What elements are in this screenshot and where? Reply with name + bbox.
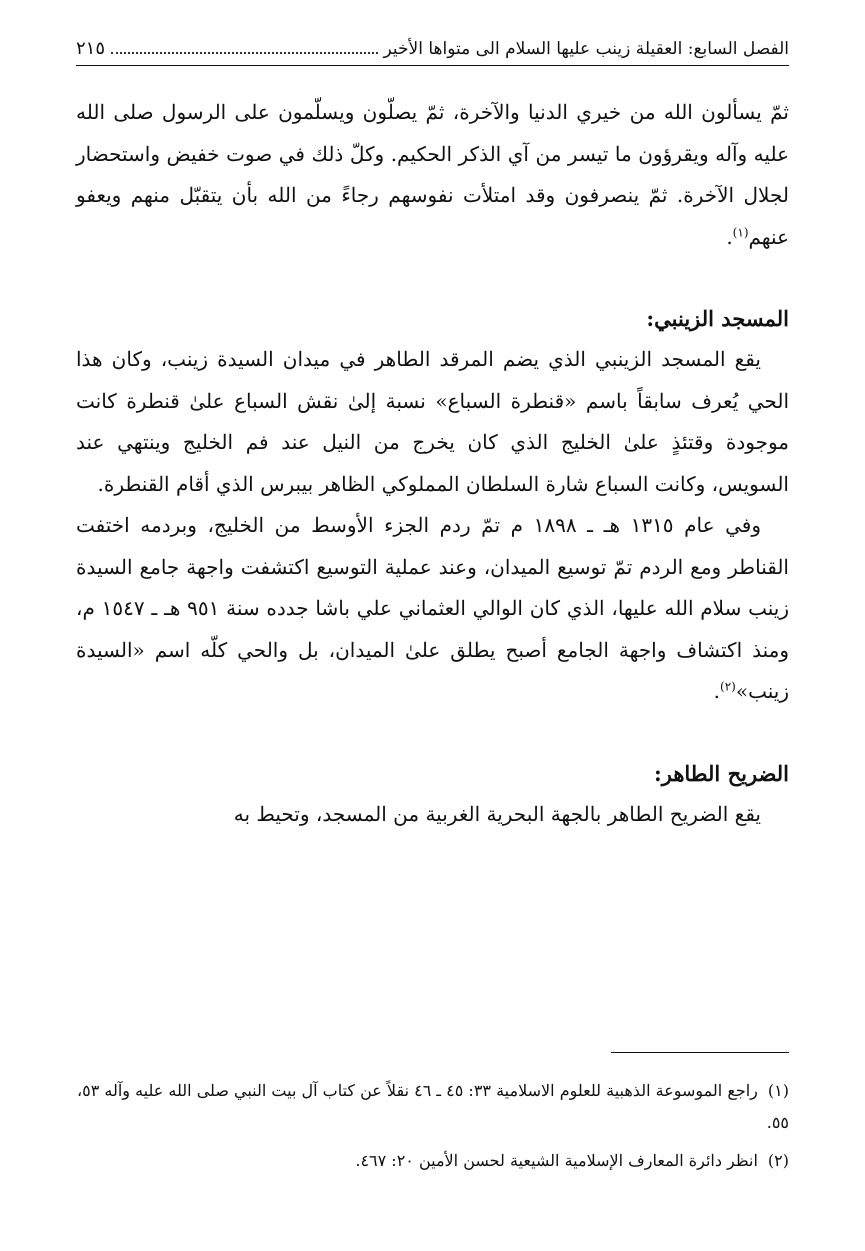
paragraph-1: ثمّ يسألون الله من خيري الدنيا والآخرة، ثمّ يصلّون ويسلّمون على الرسول صلى الله عليه وآله ويقرؤون ما تيسر من آي الذكر الحكيم. وكلّ ذلك في صوت خفيض واستحضار لجلال الآخرة. ثمّ ينصرفون وقد امتلأت نفوسهم رجاءً من الله بأن يتقبّل منهم ويعفو عنهم$^{(١)}$.: [76, 100, 789, 249]
paragraph-1-text: ثمّ يسألون الله من خيري الدنيا والآخرة، ثمّ يصلّون ويسلّمون على الرسول صلى الله عليه وآله ويقرؤون ما تيسر من آي الذكر الحكيم. وكلّ ذلك في صوت خفيض واستحضار لجلال الآخرة. ثمّ ينصرفون وقد امتلأت نفوسهم رجاءً من الله بأن يتقبّل منهم ويعفو عنهم: [76, 100, 789, 249]
paragraph-3-text: وفي عام ١٣١٥ هـ ـ ١٨٩٨ م تمّ ردم الجزء الأوسط من الخليج، وبردمه اختفت القناطر ومع الردم تمّ توسيع الميدان، وعند عملية التوسيع اكتشفت واجهة جامع السيدة زينب سلام الله عليها، الذي كان الوالي العثماني علي باشا جدده سنة ٩٥١ هـ ـ ١٥٤٧ م، ومنذ اكتشاف واجهة الجامع أصبح يطلق علىٰ الميدان، بل والحي كلّه اسم «السيدة زينب»: [76, 513, 789, 703]
footnote-separator: [611, 1052, 789, 1053]
page-number: ٢١٥: [76, 38, 106, 59]
section-heading-shrine: الضريح الطاهر:: [653, 760, 789, 786]
footnote-2: [76, 1145, 789, 1177]
footnote-2-text: انظر دائرة المعارف الإسلامية الشيعية لحسن الأمين ٢٠: ٤٦٧.: [355, 1151, 758, 1170]
footnotes: [76, 1075, 789, 1183]
dotted-leader: [111, 52, 377, 54]
footnote-2-number: (٢): [767, 1151, 789, 1170]
paragraph-3: وفي عام ١٣١٥ هـ ـ ١٨٩٨ م تمّ ردم الجزء الأوسط من الخليج، وبردمه اختفت القناطر ومع الردم تمّ توسيع الميدان، وعند عملية التوسيع اكتشفت واجهة جامع السيدة زينب سلام الله عليها، الذي كان الوالي العثماني علي باشا جدده سنة ٩٥١ هـ ـ ١٥٤٧ م، ومنذ اكتشاف واجهة الجامع أصبح يطلق علىٰ الميدان، بل والحي كلّه اسم «السيدة زينب»$^{(٢)}$.: [76, 513, 789, 703]
footnote-1-number: (١): [767, 1081, 789, 1100]
section-heading-zaynabi-mosque: المسجد الزينبي:: [646, 306, 789, 331]
footnote-1: [76, 1075, 789, 1139]
main-text: [76, 92, 789, 835]
footnote-1-text: راجع الموسوعة الذهبية للعلوم الاسلامية ٣٣: ٤٥ ـ ٤٦ نقلاً عن كتاب آل بيت النبي صلى الله عليه وآله ٥٣، ٥٥.: [76, 1081, 789, 1132]
footnote-ref-2: (٢): [720, 679, 736, 694]
footnote-ref-1: (١): [732, 224, 749, 239]
paragraph-2: يقع المسجد الزينبي الذي يضم المرقد الطاهر في ميدان السيدة زينب، وكان هذا الحي يُعرف سابقاً باسم «قنطرة السباع» نسبة إلىٰ نقش السباع علىٰ قنطرة كانت موجودة وقتئذٍ علىٰ الخليج الذي كان يخرج من النيل عند فم الخليج وينتهي عند السويس، وكانت السباع شارة السلطان المملوكي الظاهر بيبرس الذي أقام القنطرة.: [76, 347, 789, 496]
running-title: الفصل السابع: العقيلة زينب عليها السلام الى متواها الأخير: [383, 38, 789, 59]
running-header: [76, 36, 789, 66]
paragraph-4: يقع الضريح الطاهر بالجهة البحرية الغربية من المسجد، وتحيط به: [233, 801, 761, 826]
